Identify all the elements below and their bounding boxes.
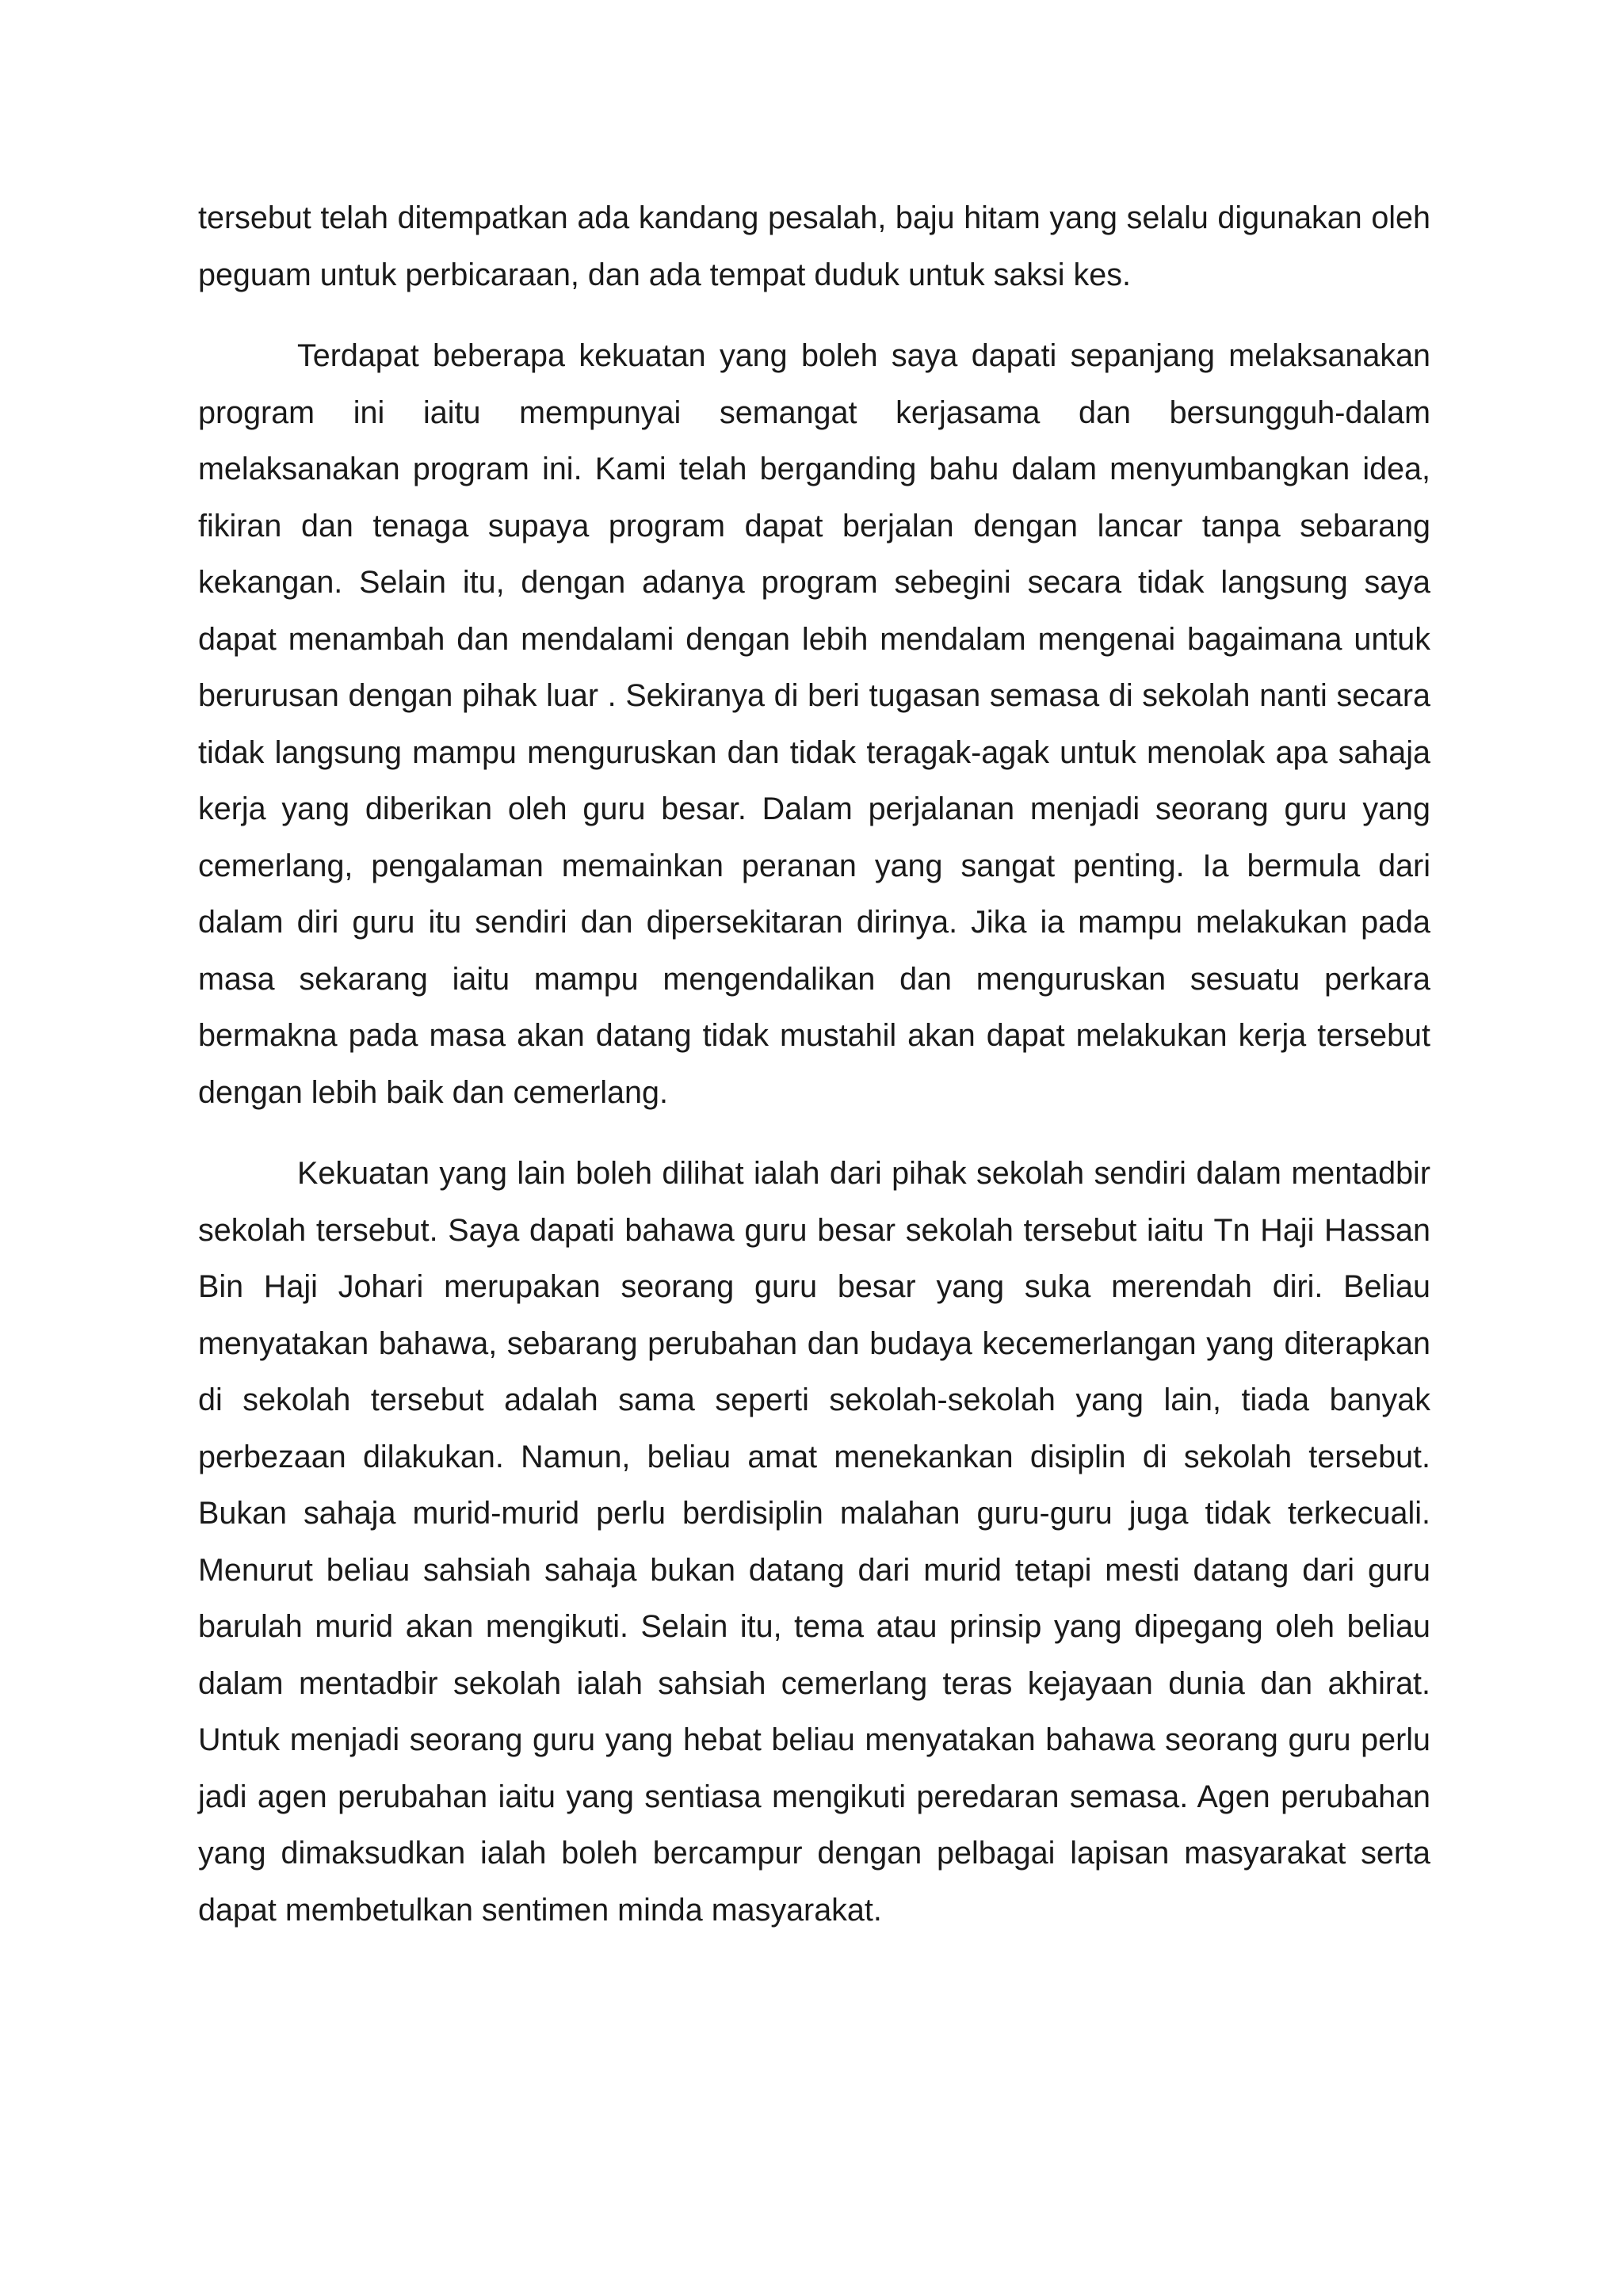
paragraph-strengths-program: Terdapat beberapa kekuatan yang boleh saya dapati sepanjang melaksanakan program ini iaitu mempunyai semangat kerjasama dan bersungguh-dalam melaksanakan program ini. Kami telah berganding bahu dalam menyumbangkan idea, fikiran dan tenaga supaya program dapat berjalan dengan lancar tanpa sebarang kekangan. Selain itu, dengan adanya program sebegini secara tidak langsung saya dapat menambah dan mendalami dengan lebih mendalam mengenai bagaimana untuk berurusan dengan pihak luar . Sekiranya di beri tugasan semasa di sekolah nanti secara tidak langsung mampu menguruskan dan tidak teragak-agak untuk menolak apa sahaja kerja yang diberikan oleh guru besar. Dalam perjalanan menjadi seorang guru yang cemerlang, pengalaman memainkan peranan yang sangat penting. Ia bermula dari dalam diri guru itu sendiri dan dipersekitaran dirinya. Jika ia mampu melakukan pada masa sekarang iaitu mampu mengendalikan dan menguruskan sesuatu perkara bermakna pada masa akan datang tidak mustahil akan dapat melakukan kerja tersebut dengan lebih baik dan cemerlang.: [198, 338, 1430, 1110]
paragraph-strengths-school: Kekuatan yang lain boleh dilihat ialah dari pihak sekolah sendiri dalam mentadbir sekolah tersebut. Saya dapati bahawa guru besar sekolah tersebut iaitu Tn Haji Hassan Bin Haji Johari merupakan seorang guru besar yang suka merendah diri. Beliau menyatakan bahawa, sebarang perubahan dan budaya kecemerlangan yang diterapkan di sekolah tersebut adalah sama seperti sekolah-sekolah yang lain, tiada banyak perbezaan dilakukan. Namun, beliau amat menekankan disiplin di sekolah tersebut. Bukan sahaja murid-murid perlu berdisiplin malahan guru-guru juga tidak terkecuali. Menurut beliau sahsiah sahaja bukan datang dari murid tetapi mesti datang dari guru barulah murid akan mengikuti. Selain itu, tema atau prinsip yang dipegang oleh beliau dalam mentadbir sekolah ialah sahsiah cemerlang teras kejayaan dunia dan akhirat. Untuk menjadi seorang guru yang hebat beliau menyatakan bahawa seorang guru perlu jadi agen perubahan iaitu yang sentiasa mengikuti peredaran semasa. Agen perubahan yang dimaksudkan ialah boleh bercampur dengan pelbagai lapisan masyarakat serta dapat membetulkan sentimen minda masyarakat.: [198, 1156, 1430, 1928]
document-body: [198, 190, 1430, 1963]
paragraph-continuation: tersebut telah ditempatkan ada kandang pesalah, baju hitam yang selalu digunakan oleh peguam untuk perbicaraan, dan ada tempat duduk untuk saksi kes.: [198, 200, 1430, 292]
